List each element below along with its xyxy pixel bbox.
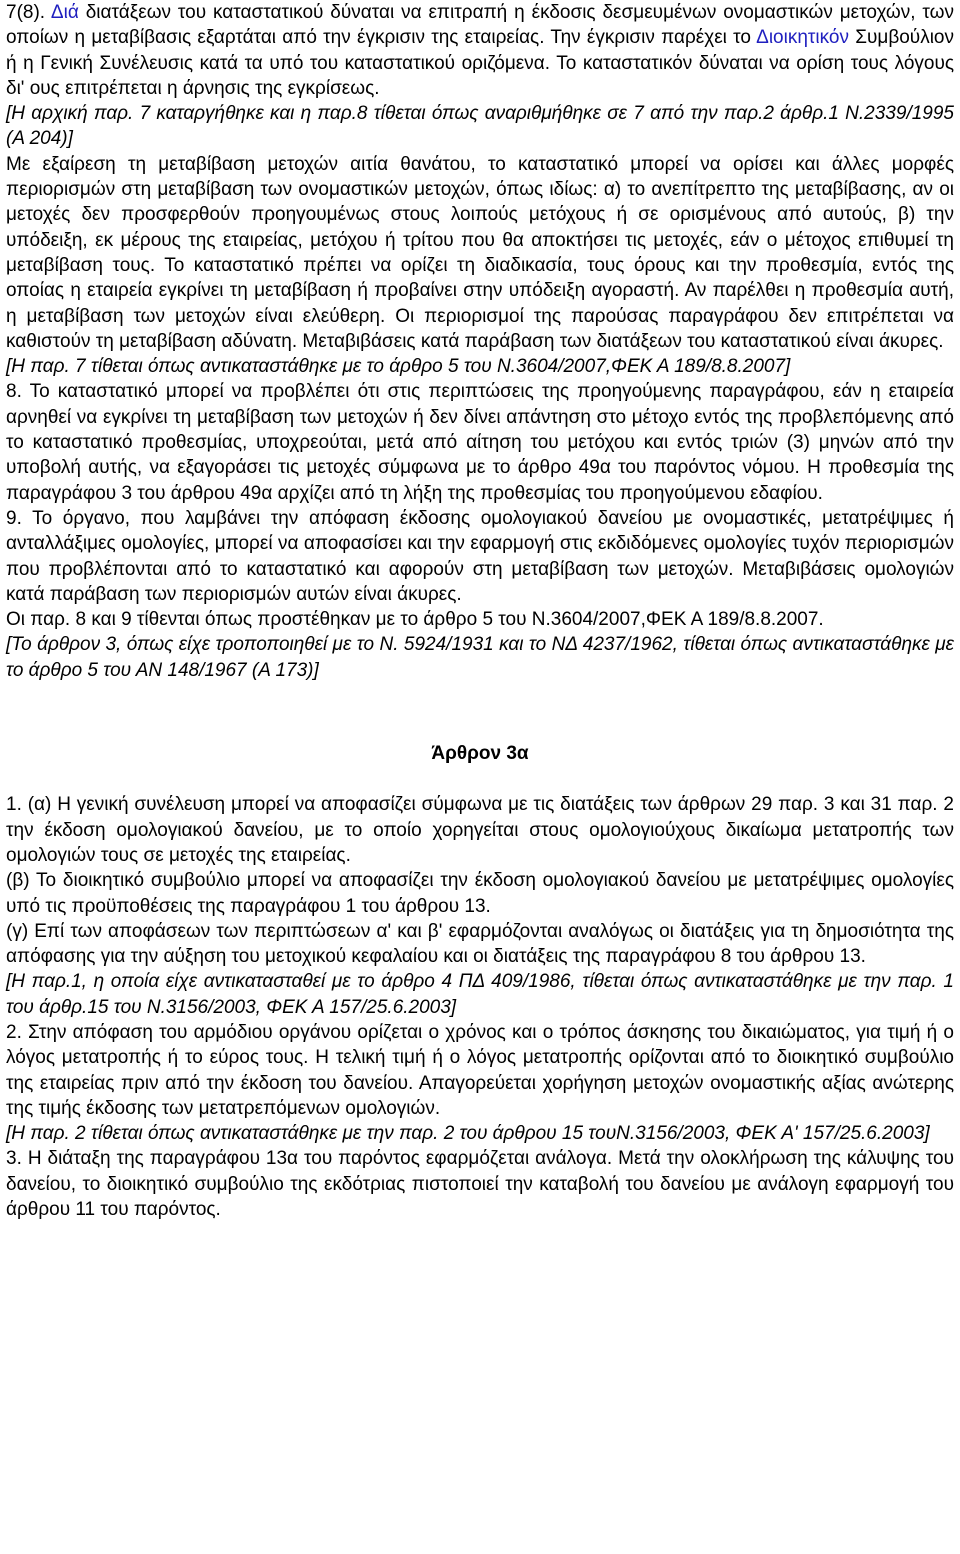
article-3a-paragraph-3: 3. Η διάταξη της παραγράφου 13α του παρόντος εφαρμόζεται ανάλογα. Μετά την ολοκλήρωση της κάλυψης του δανείου, το διοικητικό συμβούλιο της εκδότριας πιστοποιεί την καταβολή του δανείου με ανάλογη εφαρμογή του άρθρου 11 του παρόντος. [6, 1148, 954, 1221]
amendment-note: [Το άρθρον 3, όπως είχε τροποποιηθεί με το Ν. 5924/1931 και το ΝΔ 4237/1962, τίθεται όπως αντικαταστάθηκε με το άρθρο 5 του ΑΝ 148/1967 (Α 173)] [6, 634, 954, 681]
paragraph-8: 8. Το καταστατικό μπορεί να προβλέπει ότι στις περιπτώσεις της προηγούμενης παραγράφου, εάν η εταιρεία αρνηθεί να εγκρίνει τη μεταβίβαση των μετοχών ή δεν δίνει απάντηση στο μέτοχο εντός της προβλεπόμενης από το καταστατικό προθεσμίας, υποχρεούται, μετά από αίτηση του μετόχου και εντός τριών (3) μηνών από την υποβολή αυτής, να εξαγοράσει τις μετοχές σύμφωνα με το άρθρο 49α του παρόντος νόμου. Η προθεσμία της παραγράφου 3 του άρθρου 49α αρχίζει από τη λήξη της προθεσμίας του προηγούμενου εδαφίου. [6, 381, 954, 504]
paragraph-text-cont: Συμβούλιον ή η Γενική Συνέλευσις κατά τα υπό του καταστατικού οριζόμενα. Το καταστατικόν δύναται να ορίση τους λόγους δι' ους επιτρέπεται η άρνησις της εγκρίσεως. [6, 27, 954, 99]
paragraph-note-8-9: Οι παρ. 8 και 9 τίθενται όπως προστέθηκαν με το άρθρο 5 του Ν.3604/2007,ΦΕΚ Α 189/8.8.2007. [6, 609, 824, 631]
article-heading: Άρθρον 3α [431, 743, 529, 765]
paragraph-7-8 [6, 0, 954, 101]
text-link-dia[interactable]: Διά [50, 2, 79, 23]
paragraph-9: 9. Το όργανο, που λαμβάνει την απόφαση έκδοσης ομολογιακού δανείου με ονομαστικές, μετατρέψιμες ή ανταλλάξιμες ομολογίες, μπορεί να αποφασίσει και την εφαρμογή στις εκδιδόμενες ομολογίες τυχόν περιορισμών που προβλέπονται από το καταστατικό και αφορούν στη μεταβίβαση των μετοχών. Μεταβιβάσεις ομολογιών κατά παράβαση των περιορισμών αυτών είναι άκυρες. [6, 507, 954, 605]
article-3a-paragraph-1c: (γ) Επί των αποφάσεων των περιπτώσεων α' και β' εφαρμόζονται αναλόγως οι διατάξεις για τη δημοσιότητα της απόφασης για την αύξηση του μετοχικού κεφαλαίου και οι διατάξεις της παραγράφου 8 του άρθρου 13. [6, 920, 954, 968]
article-3a-paragraph-1b: (β) Το διοικητικό συμβούλιο μπορεί να αποφασίζει την έκδοση ομολογιακού δανείου με μετατρέψιμες ομολογίες υπό τις προϋποθέσεις της παραγράφου 1 του άρθρου 13. [6, 870, 954, 917]
article-3a-paragraph-2: 2. Στην απόφαση του αρμόδιου οργάνου ορίζεται ο χρόνος και ο τρόπος άσκησης του δικαιώματος, για τιμή ή ο λόγος μετατροπής ή το εύρος τους. Η τελική τιμή ή ο λόγος μετατροπής ορίζονται από το διοικητικό συμβούλιο της εταιρείας πριν από την έκδοση του δανείου. Απαγορεύεται χορήγηση μετοχών ονομαστικής αξίας ανώτερης της τιμής έκδοσης των μετατρεπόμενων ομολογιών. [6, 1021, 954, 1119]
amendment-note: [Η παρ. 7 τίθεται όπως αντικαταστάθηκε με το άρθρο 5 του Ν.3604/2007,ΦΕΚ Α 189/8.8.2007] [6, 356, 791, 378]
amendment-note: [Η παρ. 2 τίθεται όπως αντικαταστάθηκε με την παρ. 2 του άρθρου 15 τουΝ.3156/2003, ΦΕΚ Α' 157/25.6.2003] [6, 1123, 930, 1145]
document-page [6, 0, 954, 1222]
article-3a-paragraph-1a: 1. (α) Η γενική συνέλευση μπορεί να αποφασίζει σύμφωνα με τις διατάξεις των άρθρων 29 παρ. 3 και 31 παρ. 2 την έκδοση ομολογιακού δανείου, με το οποίο χορηγείται στους ομολογιούχους δικαίωμα μετατροπής των ομολογιών τους σε μετοχές της εταιρείας. [6, 794, 954, 866]
text-link-dioikitikon[interactable]: Διοικητικόν [756, 27, 849, 49]
paragraph-text: διατάξεων του καταστατικού δύναται να επιτραπή η έκδοσις δεσμευμένων ονομαστικών μετοχών, των οποίων η μεταβίβασις εξαρτάται από την έγκρισιν της εταιρείας. Την έγκρισιν παρέχει το [6, 2, 954, 49]
amendment-note: [Η παρ.1, η οποία είχε αντικατασταθεί με το άρθρο 4 ΠΔ 409/1986, τίθεται όπως αντικαταστάθηκε με την παρ. 1 του άρθρ.15 του Ν.3156/2003, ΦΕΚ Α 157/25.6.2003] [6, 971, 954, 1018]
paragraph-transfer-restrictions: Με εξαίρεση τη μεταβίβαση μετοχών αιτία θανάτου, το καταστατικό μπορεί να ορίσει και άλλες μορφές περιορισμών στη μεταβίβαση των ονομαστικών μετοχών, όπως ιδίως: α) το ανεπίτρεπτο της μεταβίβασης, αν οι μετοχές δεν προσφερθούν προηγουμένως στους λοιπούς μετόχους ή σε ορισμένους από αυτούς, β) την υπόδειξη, εκ μέρους της εταιρείας, μετόχου ή τρίτου που θα αποκτήσει τις μετοχές, εάν ο μέτοχος επιθυμεί τη μεταβίβαση τους. Το καταστατικό πρέπει να ορίζει τη διαδικασία, τους όρους και την προθεσμία, εντός της οποίας η εταιρεία εγκρίνει τη μεταβίβαση ή προβαίνει στην υπόδειξη αγοραστή. Αν παρέλθει η προθεσμία αυτή, η μεταβίβαση των μετοχών είναι ελεύθερη. Οι περιορισμοί της παρούσας παραγράφου δεν επιτρέπεται να καθιστούν τη μεταβίβαση αδύνατη. Μεταβιβάσεις κατά παράβαση των διατάξεων του καταστατικού είναι άκυρες. [6, 153, 954, 352]
amendment-note: [Η αρχική παρ. 7 καταργήθηκε και η παρ.8 τίθεται όπως αναριθμήθηκε σε 7 από την παρ.2 άρθρ.1 Ν.2339/1995 (Α 204)] [6, 103, 954, 150]
paragraph-prefix: 7(8). [6, 2, 51, 23]
